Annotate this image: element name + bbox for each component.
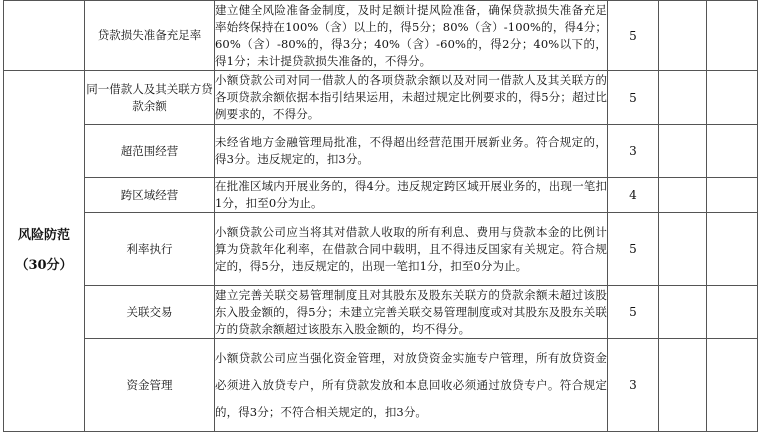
item-name: 资金管理: [85, 339, 215, 432]
table-row: [4, 339, 758, 432]
blank-cell: [659, 1, 707, 71]
blank-cell: [707, 213, 758, 286]
table-row: [4, 125, 758, 178]
blank-cell: [659, 71, 707, 125]
blank-cell: [659, 286, 707, 339]
table-row: [4, 286, 758, 339]
table-row: [4, 71, 758, 125]
category-cell-continued: [4, 1, 85, 71]
category-points: （30分）: [15, 258, 73, 273]
blank-cell: [707, 1, 758, 71]
item-name: 关联交易: [85, 286, 215, 339]
item-name: 超范围经营: [85, 125, 215, 178]
score-value: 5: [608, 213, 659, 286]
table-row: [4, 213, 758, 286]
category-name: 风险防范: [17, 228, 70, 244]
item-name: 同一借款人及其关联方贷款余额: [85, 71, 215, 125]
scoring-table: [3, 0, 758, 432]
blank-cell: [707, 71, 758, 125]
criteria-text: 小额贷款公司对同一借款人的各项贷款余额以及对同一借款人及其关联方的各项贷款余额依据本指引结果运用，未超过规定比例要求的，得5分；超过比例要求的，不得分。: [215, 71, 608, 125]
item-name: 贷款损失准备充足率: [85, 1, 215, 71]
blank-cell: [659, 178, 707, 213]
blank-cell: [659, 339, 707, 432]
criteria-text: 建立健全风险准备金制度，及时足额计提风险准备，确保贷款损失准备充足率始终保持在100%（含）以上的，得5分；80%（含）-100%的，得4分；60%（含）-80%的，得3分；40%（含）-60%的，得2分；40%以下的，得1分；未计提贷款损失准备的，不得分。: [215, 1, 608, 71]
criteria-text: 小额贷款公司应当强化资金管理，对放贷资金实施专户管理，所有放贷资金必须进入放贷专户，所有贷款发放和本息回收必须通过放贷专户。符合规定的，得3分；不符合相关规定的，扣3分。: [215, 339, 608, 432]
blank-cell: [707, 339, 758, 432]
score-value: 5: [608, 71, 659, 125]
criteria-text: 小额贷款公司应当将其对借款人收取的所有利息、费用与贷款本金的比例计算为贷款年化利率，在借款合同中载明，且不得违反国家有关规定。符合规定的，得5分，违反规定的，出现一笔扣1分，扣至0分为止。: [215, 213, 608, 286]
criteria-text: 建立完善关联交易管理制度且对其股东及股东关联方的贷款余额未超过该股东入股金额的，得5分；未建立完善关联交易管理制度或对其股东及股东关联方的贷款余额超过该股东入股金额的，均不得分。: [215, 286, 608, 339]
category-cell: [4, 71, 85, 432]
blank-cell: [659, 125, 707, 178]
score-value: 3: [608, 125, 659, 178]
blank-cell: [707, 125, 758, 178]
score-value: 4: [608, 178, 659, 213]
item-name: 跨区域经营: [85, 178, 215, 213]
blank-cell: [707, 286, 758, 339]
table-row: [4, 1, 758, 71]
score-value: 3: [608, 339, 659, 432]
score-value: 5: [608, 286, 659, 339]
blank-cell: [707, 178, 758, 213]
table-row: [4, 178, 758, 213]
blank-cell: [659, 213, 707, 286]
item-name: 利率执行: [85, 213, 215, 286]
score-value: 5: [608, 1, 659, 71]
criteria-text: 未经省地方金融管理局批准，不得超出经营范围开展新业务。符合规定的，得3分。违反规定的，扣3分。: [215, 125, 608, 178]
criteria-text: 在批准区域内开展业务的，得4分。违反规定跨区域开展业务的，出现一笔扣1分，扣至0分为止。: [215, 178, 608, 213]
